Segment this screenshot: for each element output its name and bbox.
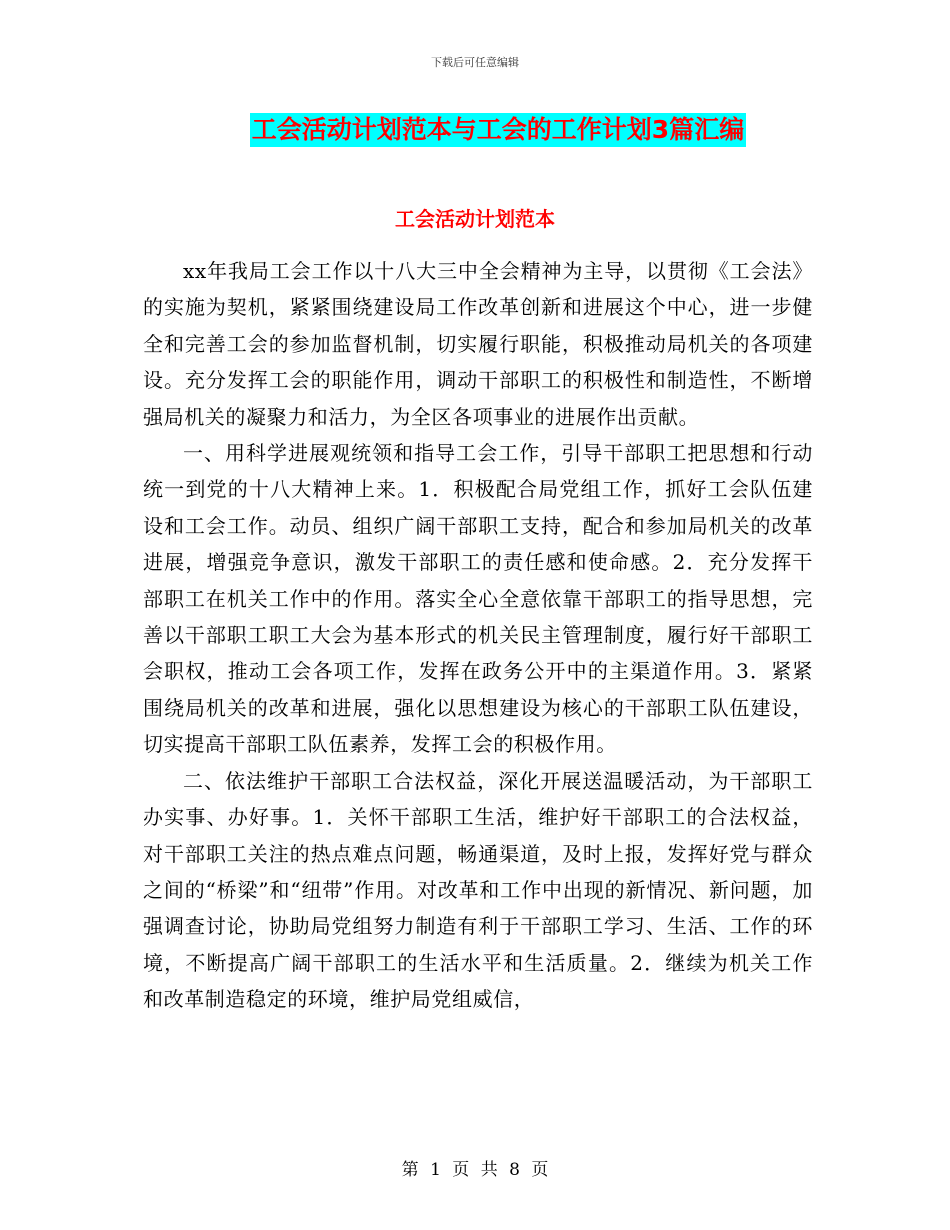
document-title-wrap — [0, 113, 950, 147]
paragraph-intro: xx年我局工会工作以十八大三中全会精神为主导，以贯彻《工会法》的实施为契机，紧紧围绕建设局工作改革创新和进展这个中心，进一步健全和完善工会的参加监督机制，切实履行职能，积极推动局机关的各项建设。充分发挥工会的职能作用，调动干部职工的积极性和制造性，不断增强局机关的凝聚力和活力，为全区各项事业的进展作出贡献。 — [143, 259, 813, 429]
page-footer: 第 1 页 共 8 页 — [401, 1160, 549, 1180]
paragraph-section-two: 二、依法维护干部职工合法权益，深化开展送温暖活动，为干部职工办实事、办好事。1．关怀干部职工生活，维护好干部职工的合法权益，对干部职工关注的热点难点问题，畅通渠道，及时上报，发挥好党与群众之间的“桥梁”和“纽带”作用。对改革和工作中出现的新情况、新问题，加强调查讨论，协助局党组努力制造有利于干部职工学习、生活、工作的环境，不断提高广阔干部职工的生活水平和生活质量。2．继续为机关工作和改革制造稳定的环境，维护局党组威信， — [143, 768, 813, 1012]
body-text — [143, 253, 813, 1018]
document-title: 工会活动计划范本与工会的工作计划3篇汇编 — [250, 113, 746, 147]
header-note: 下载后可任意编辑 — [431, 56, 519, 69]
section-title: 工会活动计划范本 — [395, 207, 555, 231]
paragraph-section-one: 一、用科学进展观统领和指导工会工作，引导干部职工把思想和行动统一到党的十八大精神上来。1．积极配合局党组工作，抓好工会队伍建设和工会工作。动员、组织广阔干部职工支持，配合和参加局机关的改革进展，增强竞争意识，激发干部职工的责任感和使命感。2．充分发挥干部职工在机关工作中的作用。落实全心全意依靠干部职工的指导思想，完善以干部职工职工大会为基本形式的机关民主管理制度，履行好干部职工会职权，推动工会各项工作，发挥在政务公开中的主渠道作用。3．紧紧围绕局机关的改革和进展，强化以思想建设为核心的干部职工队伍建设，切实提高干部职工队伍素养，发挥工会的积极作用。 — [143, 441, 813, 757]
